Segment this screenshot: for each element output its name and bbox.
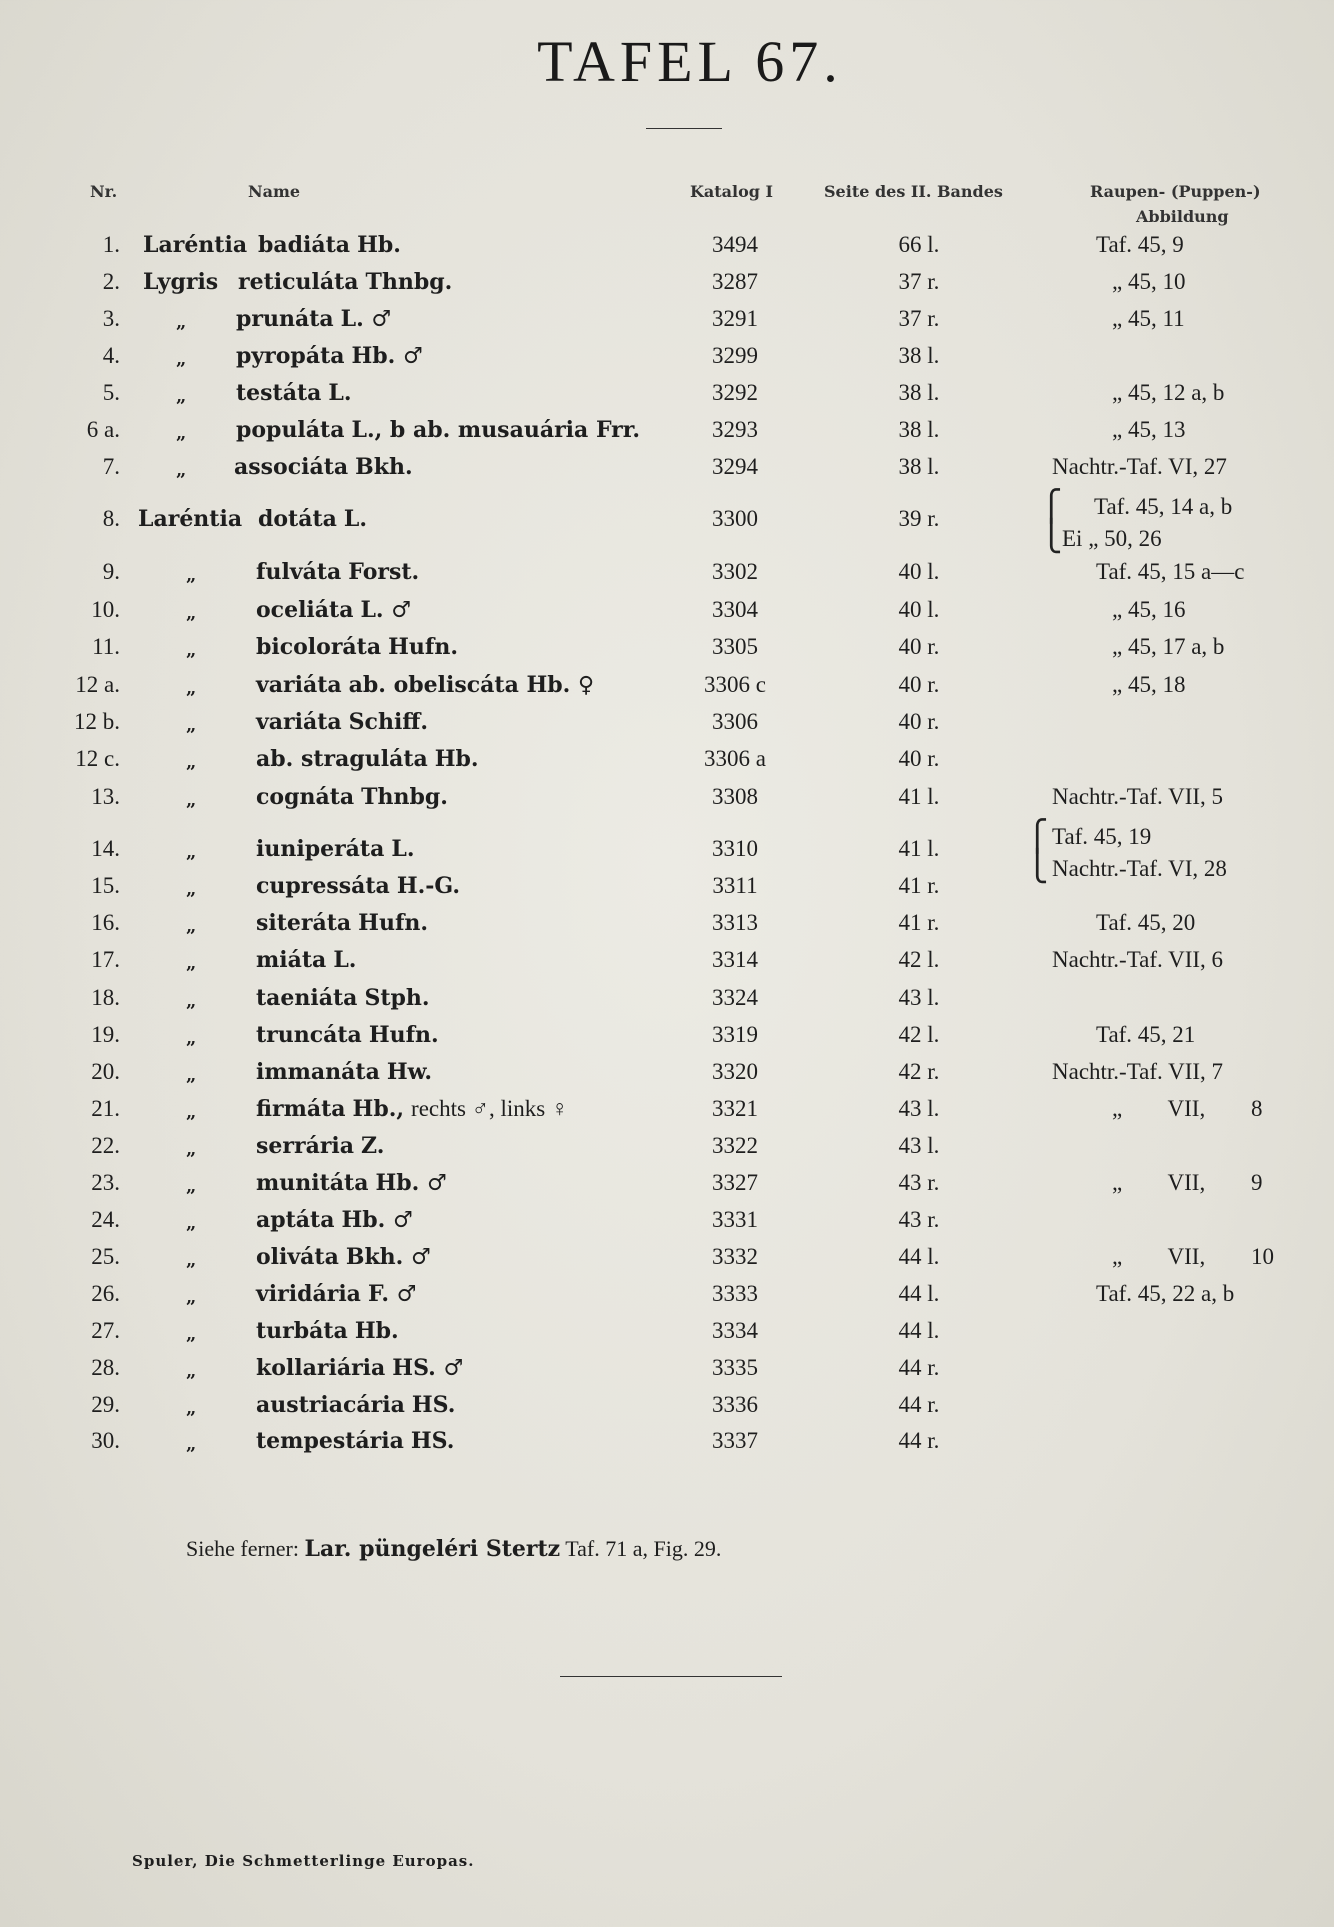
ditto-mark: „ (176, 349, 187, 370)
species-entry (256, 1392, 455, 1418)
species-name: serrária (256, 1133, 355, 1159)
page-reference: 40 r. (898, 746, 940, 771)
species-name: munitáta (256, 1170, 369, 1196)
row-number: 19. (91, 1022, 120, 1047)
katalog-number: 3314 (712, 947, 758, 972)
row-number: 22. (91, 1133, 120, 1158)
page-reference: 41 r. (898, 873, 940, 898)
katalog-number: 3494 (712, 232, 758, 257)
katalog-number: 3300 (712, 506, 758, 531)
table-row (0, 1244, 1334, 1278)
page-reference: 39 r. (898, 506, 940, 531)
katalog-number: 3320 (712, 1059, 758, 1084)
katalog-number: 3333 (712, 1281, 758, 1306)
row-number: 13. (91, 784, 120, 809)
table-row (0, 784, 1334, 818)
genus-name: Lygris (143, 269, 219, 295)
row-number: 26. (91, 1281, 120, 1306)
katalog-number: 3311 (712, 873, 758, 898)
ditto-mark: „ (186, 790, 197, 811)
header-nr: Nr. (90, 182, 118, 201)
katalog-number: 3337 (712, 1428, 758, 1453)
species-entry (236, 380, 352, 406)
row-number: 25. (91, 1244, 120, 1269)
table-row (0, 1355, 1334, 1389)
ditto-mark: „ (186, 1324, 197, 1345)
katalog-number: 3308 (712, 784, 758, 809)
katalog-number: 3324 (712, 985, 758, 1010)
species-author: Thnbg. (361, 784, 448, 810)
genus-name: Laréntia (138, 506, 243, 532)
species-author: HS. ♂ (392, 1355, 464, 1381)
ditto-mark: „ (186, 640, 197, 661)
ditto-mark: „ (186, 916, 197, 937)
species-author: Hb. ♂ (375, 1170, 447, 1196)
illustration-reference: Taf. 45, 15 a—c (1096, 559, 1245, 584)
species-entry (256, 559, 419, 585)
ditto-mark: „ (186, 1065, 197, 1086)
species-name: siteráta (256, 910, 352, 936)
species-name: miáta (256, 947, 327, 973)
katalog-number: 3331 (712, 1207, 758, 1232)
page-reference: 43 r. (898, 1170, 940, 1195)
species-name: dotáta (258, 506, 337, 532)
row-number: 11. (92, 634, 120, 659)
table-row (0, 1059, 1334, 1093)
illustration-reference: „ VII, 9 (1112, 1170, 1263, 1195)
table-row (0, 1170, 1334, 1204)
see-also-note (186, 1536, 721, 1562)
row-number: 1. (102, 232, 120, 257)
row-number: 20. (91, 1059, 120, 1084)
species-entry (256, 1355, 463, 1381)
species-author: Stph. (364, 985, 430, 1011)
species-author: Forst. (348, 559, 420, 585)
row-number: 23. (91, 1170, 120, 1195)
table-row (0, 1392, 1334, 1426)
page-reference: 44 r. (898, 1355, 940, 1380)
row-number: 15. (91, 873, 120, 898)
species-name: truncáta (256, 1022, 362, 1048)
page-reference: 37 r. (898, 306, 940, 331)
page-reference: 43 l. (898, 985, 940, 1010)
table-row (0, 559, 1334, 593)
species-entry (256, 1096, 568, 1122)
species-name: testáta (236, 380, 322, 406)
table-row (0, 746, 1334, 780)
ditto-mark: „ (186, 1287, 197, 1308)
species-author: HS. (411, 1392, 456, 1418)
illustration-reference: „ 45, 12 a, b (1112, 380, 1225, 405)
species-author: H.-G. (396, 873, 461, 899)
row-number: 5. (102, 380, 120, 405)
page-reference: 40 r. (898, 709, 940, 734)
table-row (0, 1096, 1334, 1130)
table-row (0, 1133, 1334, 1167)
row-number: 4. (102, 343, 120, 368)
table-row (0, 232, 1334, 266)
illustration-reference-secondary: Nachtr.-Taf. VI, 28 (1052, 856, 1227, 881)
table-row (0, 873, 1334, 907)
species-name: cupressáta (256, 873, 390, 899)
species-entry (256, 1428, 454, 1454)
species-name: austriacária (256, 1392, 405, 1418)
species-name: variáta (256, 672, 342, 698)
page-reference: 41 r. (898, 910, 940, 935)
species-entry (256, 1281, 416, 1307)
header-seite: Seite des II. Bandes (824, 182, 1003, 201)
illustration-reference: „ 45, 13 (1112, 417, 1186, 442)
species-name: viridária (256, 1281, 361, 1307)
species-entry (256, 746, 479, 772)
illustration-reference: „ 45, 17 a, b (1112, 634, 1225, 659)
ditto-mark: „ (186, 1102, 197, 1123)
table-row (0, 634, 1334, 668)
row-number: 12 c. (75, 746, 120, 771)
species-name: turbáta (256, 1318, 348, 1344)
species-name: variáta (256, 709, 342, 735)
ditto-mark: „ (186, 879, 197, 900)
illustration-reference: Taf. 45, 22 a, b (1096, 1281, 1235, 1306)
brace-icon: ⎧ ⎩ (1026, 820, 1049, 883)
ditto-mark: „ (186, 953, 197, 974)
page-reference: 43 r. (898, 1207, 940, 1232)
page-reference: 38 l. (898, 417, 940, 442)
species-author: L. (343, 506, 368, 532)
species-author: Thnbg. (365, 269, 453, 295)
katalog-number: 3327 (712, 1170, 758, 1195)
row-number: 2. (102, 269, 120, 294)
illustration-reference: „ VII, 8 (1112, 1096, 1263, 1121)
species-entry (256, 985, 430, 1011)
row-number: 8. (102, 506, 120, 531)
illustration-reference: „ VII, 10 (1112, 1244, 1274, 1269)
table-row (0, 1318, 1334, 1352)
table-row (0, 1281, 1334, 1315)
species-name: taeniáta (256, 985, 358, 1011)
row-number: 7. (102, 454, 120, 479)
ditto-mark: „ (176, 312, 187, 333)
species-author: Schiff. (348, 709, 429, 735)
illustration-reference: Taf. 45, 9 (1096, 232, 1184, 257)
page-footer: Spuler, Die Schmetterlinge Europas. (132, 1852, 475, 1870)
ditto-mark: „ (186, 1250, 197, 1271)
species-author: L. (391, 836, 415, 862)
header-katalog: Katalog I (690, 182, 774, 201)
katalog-number: 3304 (712, 597, 758, 622)
table-row (0, 985, 1334, 1019)
species-author: L., b ab. musauária Frr. (351, 417, 640, 443)
row-number: 10. (91, 597, 120, 622)
ditto-mark: „ (186, 678, 197, 699)
header-raupen: Raupen- (Puppen-) (1090, 182, 1261, 201)
ditto-mark: „ (186, 715, 197, 736)
species-author: Hb. ♂ (341, 1207, 413, 1233)
species-author: Hb., (352, 1096, 405, 1122)
row-number: 18. (91, 985, 120, 1010)
species-author: Hw. (386, 1059, 433, 1085)
row-number: 12 a. (75, 672, 120, 697)
ditto-mark: „ (186, 1361, 197, 1382)
row-number: 14. (91, 836, 120, 861)
species-entry (256, 947, 356, 973)
katalog-number: 3291 (712, 306, 758, 331)
table-row (0, 672, 1334, 706)
species-author: ab. obeliscáta Hb. ♀ (348, 672, 595, 698)
ditto-mark: „ (186, 603, 197, 624)
ditto-mark: „ (186, 1213, 197, 1234)
ditto-mark: „ (186, 1398, 197, 1419)
species-author: Hufn. (368, 1022, 439, 1048)
table-row (0, 1207, 1334, 1241)
illustration-reference-secondary: Ei „ 50, 26 (1062, 526, 1162, 551)
page-reference: 42 r. (898, 1059, 940, 1084)
row-number: 12 b. (74, 709, 120, 734)
species-entry (256, 1244, 431, 1270)
ditto-mark: „ (186, 842, 197, 863)
species-name: cognáta (256, 784, 355, 810)
katalog-number: 3322 (712, 1133, 758, 1158)
species-author: Hb. (434, 746, 479, 772)
species-author: L. (333, 947, 357, 973)
species-note: rechts ♂, links ♀ (411, 1096, 569, 1121)
species-name: oliváta (256, 1244, 339, 1270)
ditto-mark: „ (186, 1434, 197, 1455)
see-also-reference: Taf. 71 a, Fig. 29. (565, 1536, 722, 1561)
illustration-reference: „ 45, 11 (1112, 306, 1185, 331)
bottom-divider (560, 1676, 782, 1677)
species-entry (256, 873, 460, 899)
ditto-mark: „ (176, 460, 187, 481)
ditto-mark: „ (186, 1028, 197, 1049)
species-author: F. ♂ (367, 1281, 417, 1307)
page-reference: 41 l. (898, 836, 940, 861)
table-row (0, 910, 1334, 944)
table-row (0, 947, 1334, 981)
species-name: tempestária (256, 1428, 404, 1454)
illustration-reference: Nachtr.-Taf. VII, 5 (1052, 784, 1224, 809)
species-entry (256, 709, 428, 735)
species-name: associáta (234, 454, 349, 480)
species-entry (256, 1022, 439, 1048)
row-number: 16. (91, 910, 120, 935)
species-author: Hb. (354, 1318, 399, 1344)
see-also-species: Lar. püngeléri Stertz (304, 1536, 561, 1562)
header-abbildung: Abbildung (1136, 207, 1229, 226)
illustration-reference: Nachtr.-Taf. VII, 6 (1052, 947, 1224, 972)
row-number: 27. (91, 1318, 120, 1343)
page-reference: 41 l. (898, 784, 940, 809)
species-name: prunáta (236, 306, 334, 332)
page-reference: 44 l. (898, 1318, 940, 1343)
katalog-number: 3313 (712, 910, 758, 935)
table-row (0, 380, 1334, 414)
page-reference: 43 l. (898, 1133, 940, 1158)
ditto-mark: „ (186, 752, 197, 773)
table-row (0, 1022, 1334, 1056)
species-entry (256, 1170, 447, 1196)
species-entry (256, 634, 458, 660)
species-name: badiáta (258, 232, 351, 258)
species-name: firmáta (256, 1096, 346, 1122)
species-author: L. ♂ (340, 306, 392, 332)
row-number: 21. (91, 1096, 120, 1121)
page-reference: 44 r. (898, 1392, 940, 1417)
species-author: L. (328, 380, 352, 406)
katalog-number: 3319 (712, 1022, 758, 1047)
table-row (0, 1428, 1334, 1462)
page-reference: 44 l. (898, 1244, 940, 1269)
ditto-mark: „ (186, 565, 197, 586)
see-also-prefix: Siehe ferner: (186, 1536, 299, 1561)
page-title: TAFEL 67. (537, 29, 843, 94)
species-name: fulváta (256, 559, 342, 585)
illustration-reference: „ 45, 10 (1112, 269, 1186, 294)
ditto-mark: „ (186, 1139, 197, 1160)
page-reference: 38 l. (898, 343, 940, 368)
page-reference: 44 r. (898, 1428, 940, 1453)
row-number: 3. (102, 306, 120, 331)
illustration-reference: „ 45, 16 (1112, 597, 1186, 622)
illustration-reference: Taf. 45, 20 (1096, 910, 1196, 935)
row-number: 29. (91, 1392, 120, 1417)
genus-name: Laréntia (143, 232, 248, 258)
species-name: populáta (236, 417, 345, 443)
table-row (0, 269, 1334, 303)
species-name: aptáta (256, 1207, 335, 1233)
table-row (0, 417, 1334, 451)
illustration-reference: Nachtr.-Taf. VII, 7 (1052, 1059, 1224, 1084)
species-entry (256, 1133, 384, 1159)
illustration-reference: Taf. 45, 19 (1052, 824, 1152, 849)
table-row (0, 820, 1334, 883)
species-name: ab. straguláta (256, 746, 428, 772)
species-entry (258, 506, 367, 532)
page-reference: 40 l. (898, 597, 940, 622)
row-number: 28. (91, 1355, 120, 1380)
table-row (0, 597, 1334, 631)
row-number: 24. (91, 1207, 120, 1232)
katalog-number: 3332 (712, 1244, 758, 1269)
page-reference: 40 r. (898, 672, 940, 697)
species-author: Bkh. (355, 454, 413, 480)
illustration-reference: Taf. 45, 21 (1096, 1022, 1196, 1047)
page-reference: 43 l. (898, 1096, 940, 1121)
species-name: immanáta (256, 1059, 380, 1085)
page-reference: 40 r. (898, 634, 940, 659)
species-author: Bkh. ♂ (345, 1244, 431, 1270)
row-number: 9. (102, 559, 120, 584)
table-row (0, 454, 1334, 488)
species-author: Hb. ♂ (351, 343, 423, 369)
species-author: Z. (361, 1133, 385, 1159)
species-name: iuniperáta (256, 836, 385, 862)
row-number: 17. (91, 947, 120, 972)
katalog-number: 3305 (712, 634, 758, 659)
species-entry (256, 910, 428, 936)
table-row (0, 709, 1334, 743)
table-row (0, 343, 1334, 377)
species-entry (258, 232, 401, 258)
katalog-number: 3292 (712, 380, 758, 405)
ditto-mark: „ (176, 386, 187, 407)
katalog-number: 3306 a (704, 746, 766, 771)
species-entry (236, 343, 423, 369)
species-entry (256, 784, 448, 810)
species-entry (234, 454, 413, 480)
katalog-number: 3321 (712, 1096, 758, 1121)
table-row (0, 306, 1334, 340)
page-reference: 44 l. (898, 1281, 940, 1306)
page-reference: 40 l. (898, 559, 940, 584)
species-entry (256, 597, 411, 623)
species-name: pyropáta (236, 343, 345, 369)
species-entry (256, 672, 594, 698)
row-number: 6 a. (86, 417, 120, 442)
page-reference: 66 l. (898, 232, 940, 257)
title-divider (646, 128, 722, 129)
katalog-number: 3299 (712, 343, 758, 368)
katalog-number: 3302 (712, 559, 758, 584)
katalog-number: 3306 (712, 709, 758, 734)
ditto-mark: „ (176, 423, 187, 444)
katalog-number: 3294 (712, 454, 758, 479)
page-reference: 38 l. (898, 454, 940, 479)
species-author: L. ♂ (360, 597, 411, 623)
row-number: 30. (91, 1428, 120, 1453)
species-name: kollariária (256, 1355, 386, 1381)
species-entry (256, 836, 415, 862)
page-reference: 37 r. (898, 269, 940, 294)
katalog-number: 3334 (712, 1318, 758, 1343)
species-author: Hufn. (358, 910, 429, 936)
ditto-mark: „ (186, 991, 197, 1012)
ditto-mark: „ (186, 1176, 197, 1197)
katalog-number: 3310 (712, 836, 758, 861)
header-name: Name (248, 182, 301, 201)
species-name: oceliáta (256, 597, 354, 623)
species-author: Hb. (357, 232, 401, 258)
table-row (0, 490, 1334, 553)
species-author: Hufn. (388, 634, 459, 660)
species-name: bicoloráta (256, 634, 382, 660)
species-entry (236, 306, 391, 332)
katalog-number: 3336 (712, 1392, 758, 1417)
species-entry (256, 1059, 432, 1085)
species-entry (236, 417, 640, 443)
katalog-number: 3287 (712, 269, 758, 294)
katalog-number: 3306 c (704, 672, 766, 697)
brace-icon: ⎧ ⎩ (1040, 490, 1063, 553)
page-reference: 38 l. (898, 380, 940, 405)
page-reference: 42 l. (898, 947, 940, 972)
katalog-number: 3335 (712, 1355, 758, 1380)
illustration-reference: Taf. 45, 14 a, b (1094, 494, 1233, 519)
katalog-number: 3293 (712, 417, 758, 442)
species-entry (256, 1207, 413, 1233)
species-entry (238, 269, 452, 295)
illustration-reference: Nachtr.-Taf. VI, 27 (1052, 454, 1227, 479)
illustration-reference: „ 45, 18 (1112, 672, 1186, 697)
species-name: reticuláta (238, 269, 359, 295)
species-author: HS. (410, 1428, 455, 1454)
species-entry (256, 1318, 399, 1344)
page-reference: 42 l. (898, 1022, 940, 1047)
